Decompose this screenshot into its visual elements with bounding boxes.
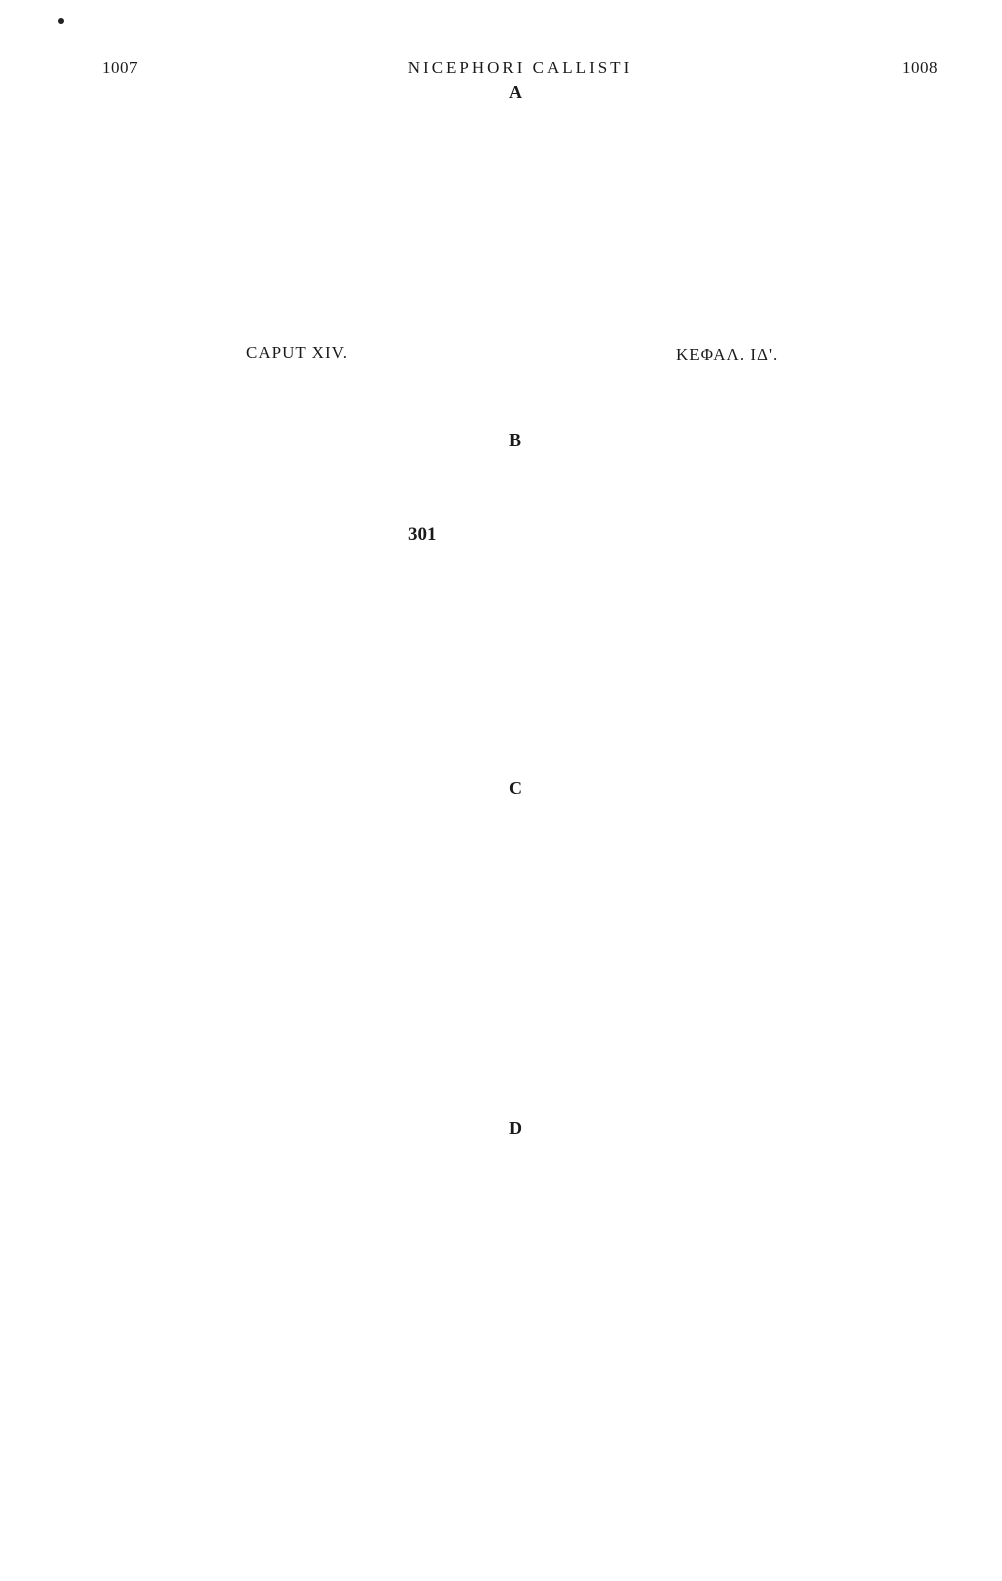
running-title: NICEPHORI CALLISTI	[407, 58, 633, 77]
margin-marker-b: B	[509, 430, 522, 450]
margin-marker-d: D	[509, 1118, 522, 1138]
greek-chapter-heading: ΚΕΦΑΛ. ΙΔ'.	[676, 345, 779, 364]
latin-chapter-heading: CAPUT XIV.	[246, 343, 348, 362]
running-head	[102, 58, 938, 82]
page-number-right: 1008	[902, 58, 938, 77]
margin-marker-c: C	[509, 778, 522, 798]
column-number: 301	[408, 524, 437, 545]
page-number-left: 1007	[102, 58, 138, 77]
ink-dot	[58, 18, 64, 24]
margin-marker-a: A	[509, 82, 522, 102]
